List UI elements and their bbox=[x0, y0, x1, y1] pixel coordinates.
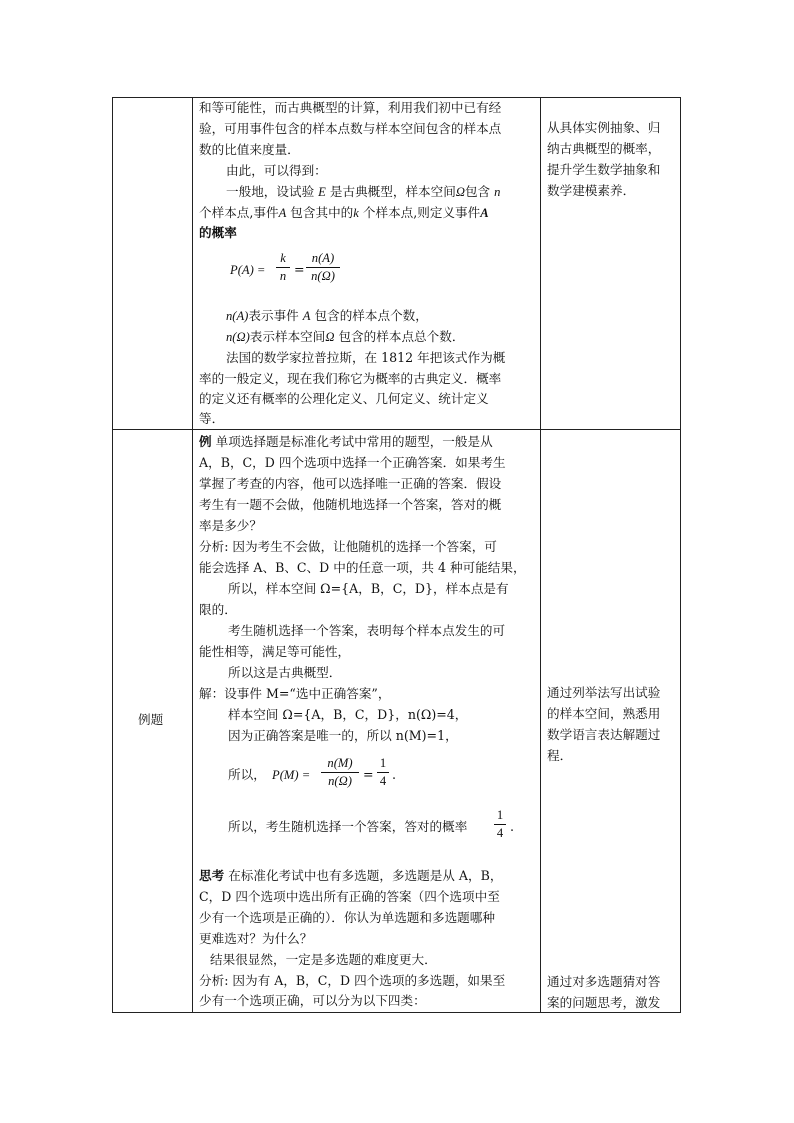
analysis-line: 所以这是古典概型． bbox=[228, 665, 342, 680]
paragraph-line: n(A)表示事件 A 包含的样本点个数， bbox=[226, 308, 428, 323]
solution-line: 所以，考生随机选择一个答案，答对的概率 bbox=[228, 819, 468, 834]
objective-line: 从具体实例抽象、归 bbox=[547, 120, 661, 135]
objective-line: 的样本空间，熟悉用 bbox=[547, 706, 661, 721]
objective-line: 提升学生数学抽象和 bbox=[547, 162, 661, 177]
column-divider bbox=[192, 98, 193, 1012]
think-line: 少有一个选项是正确的）．你认为单选题和多选题哪种 bbox=[199, 910, 495, 925]
analysis-line: 能性相等，满足等可能性， bbox=[199, 644, 351, 659]
solution-line: 样本空间 Ω={A，B，C，D}，n(Ω)=4， bbox=[228, 707, 468, 722]
example-line: A，B，C，D 四个选项中选择一个正确答案．如果考生 bbox=[199, 455, 506, 470]
equals-sign: = bbox=[294, 262, 305, 277]
paragraph-line: n(Ω)表示样本空间Ω 包含的样本点总个数． bbox=[226, 329, 465, 344]
paragraph-line: 和等可能性，而古典概型的计算，利用我们初中已有经 bbox=[199, 100, 502, 115]
paragraph-line: 的定义还有概率的公理化定义、几何定义、统计定义 bbox=[199, 391, 489, 406]
column-divider bbox=[540, 98, 541, 1012]
solution-line: 因为正确答案是唯一的，所以 n(M)=1， bbox=[228, 728, 458, 743]
definition-line: 的概率 bbox=[199, 225, 237, 240]
think-line: 更难选对？为什么？ bbox=[199, 931, 313, 946]
formula-lhs: P(M) = bbox=[272, 768, 311, 782]
objective-line: 程． bbox=[547, 748, 573, 763]
fraction-one-quarter: 1 4 bbox=[377, 756, 389, 789]
analysis-line: 考生随机选择一个答案，表明每个样本点发生的可 bbox=[228, 623, 506, 638]
solution-line: 所以， bbox=[228, 767, 266, 782]
fraction-nM-over-nOmega: n(M) n(Ω) bbox=[321, 756, 359, 789]
example-line: 例 单项选择题是标准化考试中常用的题型，一般是从 bbox=[199, 434, 493, 449]
objective-line: 通过对多选题猜对答 bbox=[547, 974, 661, 989]
period: . bbox=[392, 767, 397, 782]
analysis-line: 分析: 因为有 A，B，C，D 四个选项的多选题，如果至 bbox=[199, 973, 506, 988]
paragraph-line: 验，可用事件包含的样本点数与样本空间包含的样本点 bbox=[199, 121, 502, 136]
paragraph-line: 率的一般定义，现在我们称它为概率的古典定义．概率 bbox=[199, 371, 502, 386]
paragraph-line: 由此，可以得到： bbox=[226, 163, 327, 178]
period: . bbox=[510, 819, 515, 834]
analysis-line: 限的． bbox=[199, 602, 237, 617]
analysis-line: 所以，样本空间 Ω={A，B，C，D}，样本点是有 bbox=[228, 581, 509, 596]
think-line: C，D 四个选项中选出所有正确的答案（四个选项中至 bbox=[199, 889, 500, 904]
think-line: 思考 在标准化考试中也有多选题，多选题是从 A，B， bbox=[199, 868, 503, 883]
example-line: 考生有一题不会做，他随机地选择一个答案，答对的概 bbox=[199, 497, 502, 512]
fraction-k-over-n: k n bbox=[276, 251, 290, 284]
definition-line: 个样本点,事件A 包含其中的k 个样本点,则定义事件A bbox=[199, 205, 489, 220]
formula-lhs: P(A) = bbox=[230, 263, 266, 277]
objective-line: 通过列举法写出试验 bbox=[547, 685, 661, 700]
definition-line: 一般地，设试验 E 是古典概型，样本空间Ω包含 n bbox=[226, 184, 501, 199]
objective-line: 数学建模素养． bbox=[547, 183, 636, 198]
fraction-one-quarter: 1 4 bbox=[494, 808, 506, 841]
example-line: 掌握了考查的内容，他可以选择唯一正确的答案．假设 bbox=[199, 476, 502, 491]
fraction-nA-over-nOmega: n(A) n(Ω) bbox=[306, 251, 340, 284]
paragraph-line: 等． bbox=[199, 411, 225, 426]
equals-sign: = bbox=[363, 767, 374, 782]
solution-line: 解：设事件 M=“选中正确答案”， bbox=[199, 686, 391, 701]
think-line: 结果很显然，一定是多选题的难度更大． bbox=[210, 952, 437, 967]
example-line: 率是多少？ bbox=[199, 518, 262, 533]
paragraph-line: 法国的数学家拉普拉斯，在 1812 年把该式作为概 bbox=[226, 350, 506, 365]
row-divider bbox=[113, 429, 680, 430]
analysis-line: 少有一个选项正确，可以分为以下四类： bbox=[199, 993, 426, 1008]
objective-line: 纳古典概型的概率， bbox=[547, 141, 661, 156]
objective-line: 案的问题思考，激发 bbox=[547, 995, 661, 1010]
row-label-example: 例题 bbox=[138, 712, 164, 727]
objective-line: 数学语言表达解题过 bbox=[547, 727, 661, 742]
paragraph-line: 数的比值来度量． bbox=[199, 142, 300, 157]
analysis-line: 分析: 因为考生不会做，让他随机的选择一个答案，可 bbox=[199, 539, 497, 554]
analysis-line: 能会选择 A、B、C、D 中的任意一项，共 4 种可能结果， bbox=[199, 560, 526, 575]
